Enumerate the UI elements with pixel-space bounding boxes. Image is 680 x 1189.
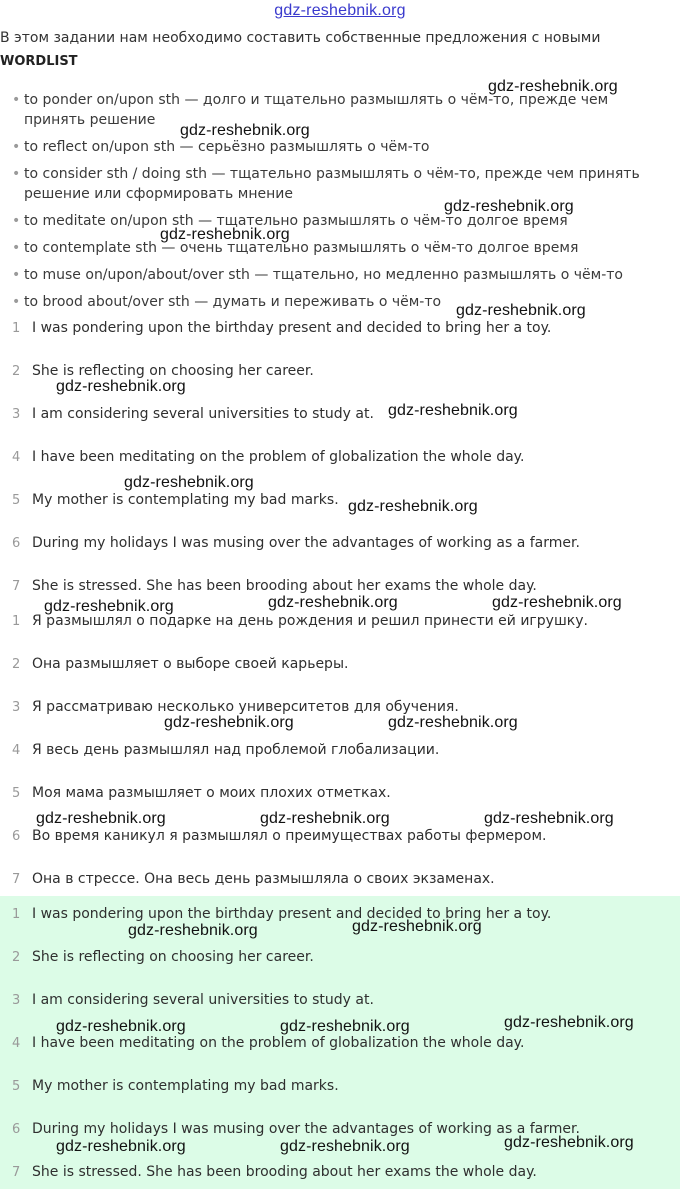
- watermark: gdz-reshebnik.org: [124, 474, 254, 491]
- wordlist-item-text: to brood about/over sth — думать и переживать о чём-то: [24, 294, 442, 310]
- sentence-number: 2: [12, 657, 21, 672]
- sentence-number: 3: [12, 700, 21, 715]
- sentence-number: 5: [12, 786, 21, 801]
- watermark: gdz-reshebnik.org: [504, 1014, 634, 1031]
- russian-sentence: [12, 869, 495, 889]
- russian-sentence: [12, 654, 348, 674]
- sentence-number: 3: [12, 993, 21, 1008]
- russian-sentence: [12, 783, 391, 803]
- watermark: gdz-reshebnik.org: [56, 378, 186, 395]
- english-sentence: [12, 576, 537, 596]
- watermark: gdz-reshebnik.org: [388, 714, 518, 731]
- sentence-number: 6: [12, 1122, 21, 1137]
- watermark: gdz-reshebnik.org: [44, 598, 174, 615]
- watermark: gdz-reshebnik.org: [36, 810, 166, 827]
- wordlist-item: [12, 265, 672, 285]
- wordlist-item-text: to reflect on/upon sth — серьёзно размышлять о чём-то: [24, 139, 430, 155]
- watermark: gdz-reshebnik.org: [160, 226, 290, 243]
- sentence-text: I am considering several universities to study at.: [32, 406, 374, 422]
- english-sentence: [12, 318, 551, 338]
- english-sentence: [12, 533, 580, 553]
- sentence-number: 6: [12, 536, 21, 551]
- answer-sentence: [12, 1119, 580, 1139]
- watermark: gdz-reshebnik.org: [268, 594, 398, 611]
- watermark: gdz-reshebnik.org: [504, 1134, 634, 1151]
- sentence-text: She is stressed. She has been brooding about her exams the whole day.: [32, 578, 537, 594]
- russian-sentence: [12, 826, 546, 846]
- sentence-text: I was pondering upon the birthday present and decided to bring her a toy.: [32, 906, 552, 922]
- sentence-text: Я размышлял о подарке на день рождения и решил принести ей игрушку.: [32, 613, 588, 629]
- wordlist-item-text: to muse on/upon/about/over sth — тщательно, но медленно размышлять о чём-то: [24, 267, 623, 283]
- wordlist-item: [12, 238, 672, 258]
- sentence-text: Она в стрессе. Она весь день размышляла о своих экзаменах.: [32, 871, 495, 887]
- sentence-text: She is reflecting on choosing her career.: [32, 363, 314, 379]
- sentence-number: 1: [12, 907, 21, 922]
- sentence-number: 7: [12, 872, 21, 887]
- sentence-number: 4: [12, 743, 21, 758]
- sentence-text: My mother is contemplating my bad marks.: [32, 1078, 339, 1094]
- sentence-number: 1: [12, 614, 21, 629]
- sentence-number: 4: [12, 1036, 21, 1051]
- bullet-icon: •: [12, 166, 21, 182]
- watermark: gdz-reshebnik.org: [352, 918, 482, 935]
- bullet-icon: •: [12, 92, 21, 108]
- watermark: gdz-reshebnik.org: [56, 1138, 186, 1155]
- answer-sentence: [12, 947, 314, 967]
- sentence-text: Я рассматриваю несколько университетов для обучения.: [32, 699, 459, 715]
- sentence-text: I am considering several universities to study at.: [32, 992, 374, 1008]
- wordlist-item-text: to ponder on/upon sth — долго и тщательно размышлять о чём-то, прежде чем принять решение: [24, 92, 609, 128]
- site-title[interactable]: gdz-reshebnik.org: [274, 2, 406, 19]
- sentence-number: 7: [12, 579, 21, 594]
- russian-sentence: [12, 740, 439, 760]
- watermark: gdz-reshebnik.org: [456, 302, 586, 319]
- sentence-text: During my holidays I was musing over the advantages of working as a farmer.: [32, 535, 580, 551]
- sentence-text: During my holidays I was musing over the advantages of working as a farmer.: [32, 1121, 580, 1137]
- sentence-number: 5: [12, 493, 21, 508]
- bullet-icon: •: [12, 213, 21, 229]
- sentence-number: 2: [12, 364, 21, 379]
- watermark: gdz-reshebnik.org: [164, 714, 294, 731]
- watermark: gdz-reshebnik.org: [280, 1138, 410, 1155]
- sentence-number: 5: [12, 1079, 21, 1094]
- sentence-number: 2: [12, 950, 21, 965]
- sentence-number: 4: [12, 450, 21, 465]
- sentence-text: Моя мама размышляет о моих плохих отметках.: [32, 785, 391, 801]
- sentence-number: 7: [12, 1165, 21, 1180]
- sentence-number: 1: [12, 321, 21, 336]
- sentence-text: She is stressed. She has been brooding about her exams the whole day.: [32, 1164, 537, 1180]
- sentence-text: I was pondering upon the birthday present and decided to bring her a toy.: [32, 320, 552, 336]
- sentence-text: Я весь день размышлял над проблемой глобализации.: [32, 742, 440, 758]
- wordlist-item-text: to contemplate sth — очень тщательно размышлять о чём-то долгое время: [24, 240, 579, 256]
- watermark: gdz-reshebnik.org: [348, 498, 478, 515]
- wordlist-item-text: to consider sth / doing sth — тщательно размышлять о чём-то, прежде чем принять решение или сформировать мнение: [24, 166, 640, 202]
- wordlist-item: [12, 137, 672, 157]
- sentence-text: I have been meditating on the problem of globalization the whole day.: [32, 449, 525, 465]
- wordlist-item: [12, 90, 672, 130]
- watermark: gdz-reshebnik.org: [56, 1018, 186, 1035]
- watermark: gdz-reshebnik.org: [260, 810, 390, 827]
- bullet-icon: •: [12, 240, 21, 256]
- answer-sentence: [12, 1033, 524, 1053]
- english-sentence: [12, 447, 524, 467]
- watermark: gdz-reshebnik.org: [484, 810, 614, 827]
- watermark: gdz-reshebnik.org: [492, 594, 622, 611]
- bullet-icon: •: [12, 294, 21, 310]
- sentence-number: 6: [12, 829, 21, 844]
- answer-sentence: [12, 990, 374, 1010]
- intro-text: В этом задании нам необходимо составить собственные предложения с новыми: [0, 30, 601, 46]
- sentence-text: Во время каникул я размышлял о преимуществах работы фермером.: [32, 828, 547, 844]
- answer-sentence: [12, 1076, 339, 1096]
- sentence-text: My mother is contemplating my bad marks.: [32, 492, 339, 508]
- sentence-text: I have been meditating on the problem of globalization the whole day.: [32, 1035, 525, 1051]
- wordlist-item-text: to meditate on/upon sth — тщательно размышлять о чём-то долгое время: [24, 213, 568, 229]
- english-sentence: [12, 490, 339, 510]
- sentence-text: Она размышляет о выборе своей карьеры.: [32, 656, 349, 672]
- bullet-icon: •: [12, 139, 21, 155]
- sentence-number: 3: [12, 407, 21, 422]
- watermark: gdz-reshebnik.org: [388, 402, 518, 419]
- watermark: gdz-reshebnik.org: [128, 922, 258, 939]
- bullet-icon: •: [12, 267, 21, 283]
- english-sentence: [12, 404, 374, 424]
- wordlist-heading: WORDLIST: [0, 54, 78, 69]
- answer-sentence: [12, 1162, 537, 1182]
- sentence-text: She is reflecting on choosing her career.: [32, 949, 314, 965]
- watermark: gdz-reshebnik.org: [488, 78, 618, 95]
- watermark: gdz-reshebnik.org: [280, 1018, 410, 1035]
- watermark: gdz-reshebnik.org: [444, 198, 574, 215]
- watermark: gdz-reshebnik.org: [180, 122, 310, 139]
